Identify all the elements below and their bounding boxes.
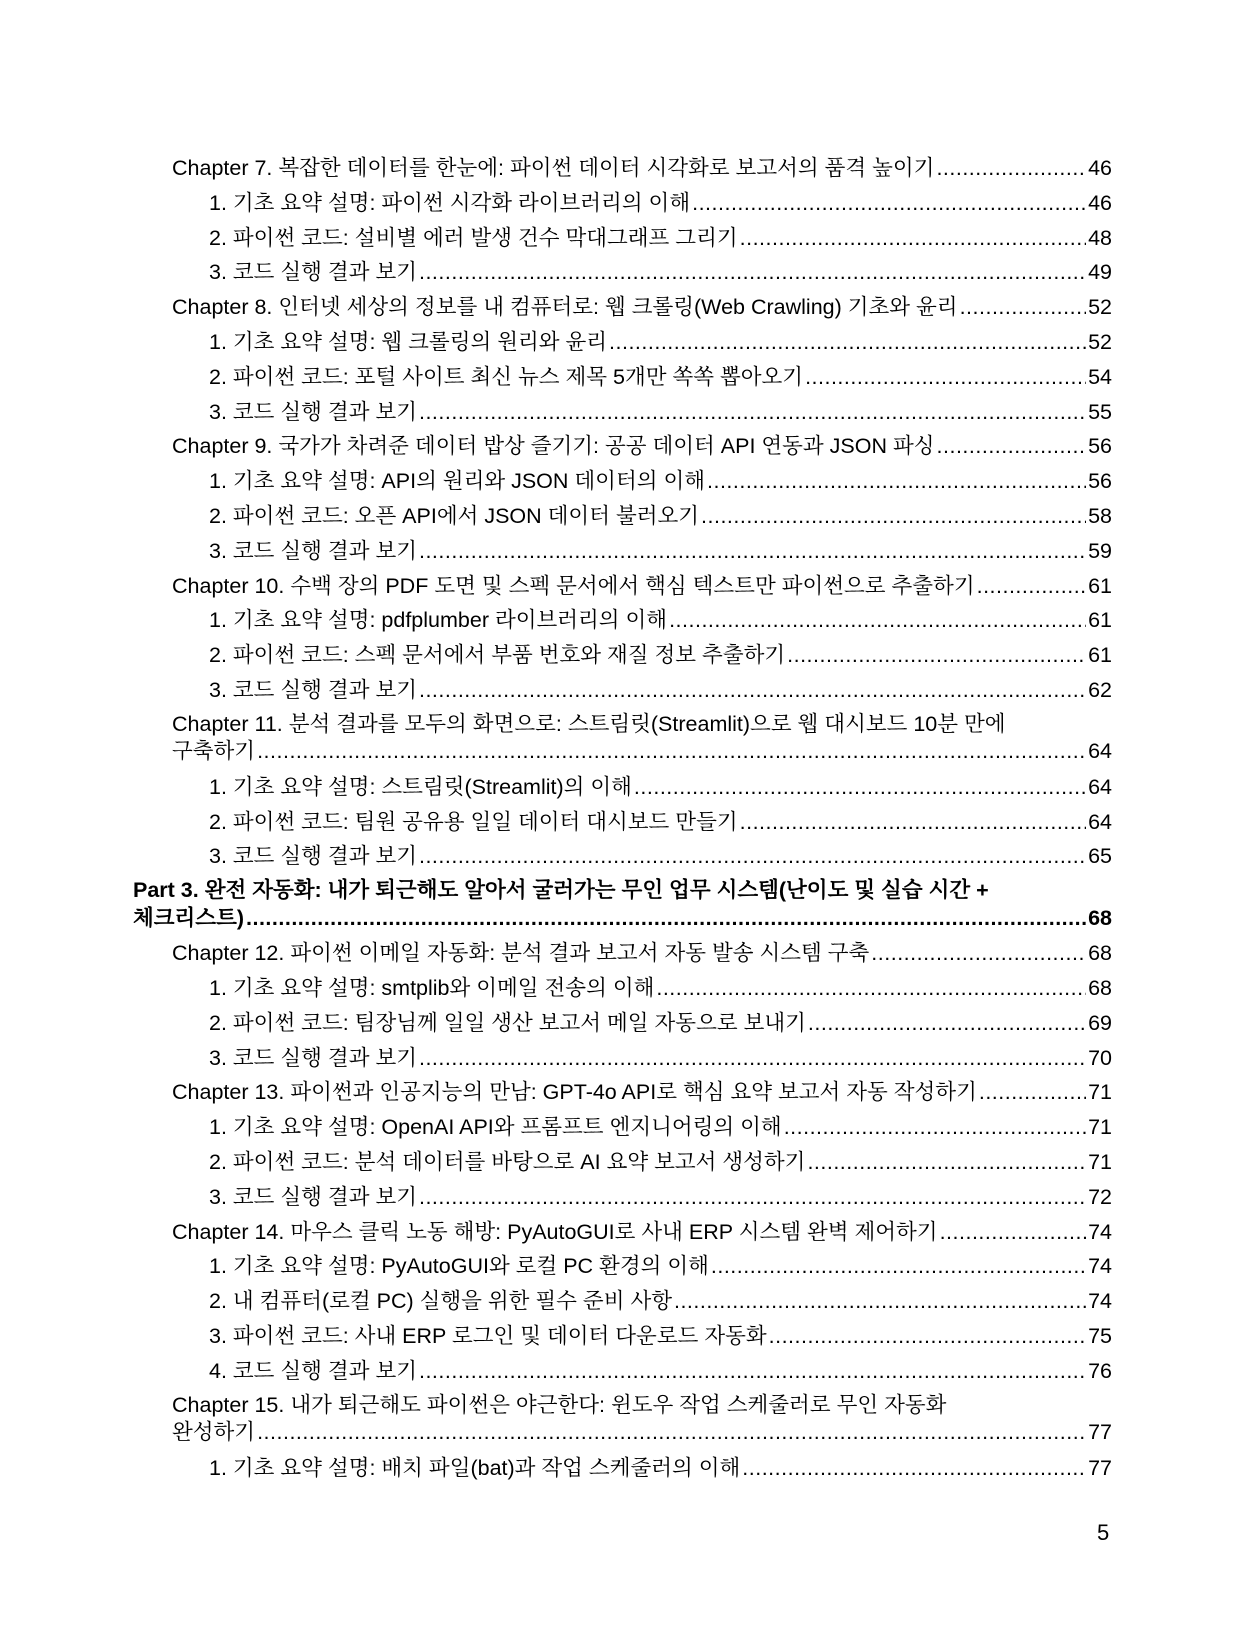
toc-entry-chapter[interactable] — [0, 290, 1238, 325]
toc-entry-title: 1. 기초 요약 설명: 웹 크롤링의 원리와 윤리 — [209, 329, 608, 354]
toc-entry-section[interactable] — [0, 1180, 1238, 1215]
dot-leader — [977, 569, 1086, 604]
toc-entry-title: 2. 파이썬 코드: 포털 사이트 최신 뉴스 제목 5개만 쏙쏙 뽑아오기 — [209, 364, 804, 389]
toc-entry-section[interactable] — [0, 325, 1238, 360]
toc-entry-title: 3. 코드 실행 결과 보기 — [209, 844, 417, 869]
toc-page-number: 61 — [1088, 643, 1112, 668]
toc-entry-section[interactable] — [0, 805, 1238, 840]
toc-entry-chapter[interactable] — [0, 1389, 1238, 1451]
toc-entry-chapter[interactable] — [0, 936, 1238, 971]
toc-page-number: 55 — [1088, 399, 1112, 424]
toc-page-number: 77 — [1088, 1455, 1112, 1480]
toc-entry-section[interactable] — [0, 638, 1238, 673]
toc-entry-section[interactable] — [0, 1041, 1238, 1076]
toc-page-number: 46 — [1088, 156, 1112, 180]
toc-entry-section[interactable] — [0, 1249, 1238, 1284]
toc-entry-section[interactable] — [0, 673, 1238, 708]
toc-entry-title: Chapter 10. 수백 장의 PDF 도면 및 스펙 문서에서 핵심 텍스트만 파이썬으로 추출하기 — [172, 573, 975, 598]
toc-entry-title: Part 3. 완전 자동화: 내가 퇴근해도 알아서 굴러가는 무인 업무 시스템(난이도 및 실습 시간 + — [133, 878, 989, 903]
toc-entry-title: 4. 코드 실행 결과 보기 — [209, 1358, 417, 1383]
toc-entry-chapter[interactable] — [0, 708, 1238, 770]
toc-entry-title: Chapter 11. 분석 결과를 모두의 화면으로: 스트림릿(Streamlit)으로 웹 대시보드 10분 만에 — [172, 711, 1006, 736]
toc-entry-title: 2. 파이썬 코드: 팀원 공유용 일일 데이터 대시보드 만들기 — [209, 809, 738, 834]
dot-leader — [419, 395, 1086, 430]
toc-entry-section[interactable] — [0, 1354, 1238, 1389]
toc-entry-title: Chapter 7. 복잡한 데이터를 한눈에: 파이썬 데이터 시각화로 보고서의 품격 높이기 — [172, 156, 935, 180]
toc-entry-chapter[interactable] — [0, 1075, 1238, 1110]
toc-page-number: 52 — [1088, 329, 1112, 354]
toc-entry-title: 2. 내 컴퓨터(로컬 PC) 실행을 위한 필수 준비 사항 — [209, 1289, 672, 1314]
dot-leader — [419, 534, 1086, 569]
dot-leader — [805, 360, 1086, 395]
dot-leader — [419, 1041, 1086, 1076]
toc-page-number: 76 — [1088, 1358, 1112, 1383]
toc-entry-title: 2. 파이썬 코드: 오픈 API에서 JSON 데이터 불러오기 — [209, 503, 700, 528]
toc-entry-part[interactable] — [0, 874, 1238, 936]
dot-leader — [940, 1215, 1087, 1250]
toc-entry-title: 3. 코드 실행 결과 보기 — [209, 399, 417, 424]
dot-leader — [807, 1145, 1086, 1180]
toc-page-number: 61 — [1088, 573, 1112, 598]
toc-entry-chapter[interactable] — [0, 151, 1238, 186]
toc-entry-section[interactable] — [0, 186, 1238, 221]
toc-page-number: 64 — [1088, 809, 1112, 834]
dot-leader — [871, 936, 1086, 971]
dot-leader — [257, 1419, 1086, 1447]
toc-entry-title-continued: 구축하기 — [172, 739, 256, 764]
toc-page-number: 56 — [1088, 434, 1112, 459]
toc-page-number: 71 — [1088, 1149, 1112, 1174]
dot-leader — [787, 638, 1086, 673]
toc-page-number: 62 — [1088, 677, 1112, 702]
toc-page-number: 71 — [1088, 1080, 1112, 1105]
toc-page-number: 61 — [1088, 608, 1112, 633]
toc-entry-section[interactable] — [0, 221, 1238, 256]
toc-entry-section[interactable] — [0, 1451, 1238, 1486]
toc-entry-chapter[interactable] — [0, 1215, 1238, 1250]
dot-leader — [634, 770, 1086, 805]
dot-leader — [979, 1075, 1086, 1110]
dot-leader — [419, 839, 1086, 874]
toc-entry-title: Chapter 13. 파이썬과 인공지능의 만남: GPT-4o API로 핵심 요약 보고서 자동 작성하기 — [172, 1080, 977, 1105]
toc-entry-title: 2. 파이썬 코드: 분석 데이터를 바탕으로 AI 요약 보고서 생성하기 — [209, 1149, 806, 1174]
toc-page-number: 54 — [1088, 364, 1112, 389]
dot-leader — [769, 1319, 1086, 1354]
toc-entry-title: 3. 파이썬 코드: 사내 ERP 로그인 및 데이터 다운로드 자동화 — [209, 1323, 767, 1348]
toc-entry-section[interactable] — [0, 770, 1238, 805]
dot-leader — [701, 499, 1086, 534]
dot-leader — [742, 1451, 1086, 1486]
toc-entry-section[interactable] — [0, 360, 1238, 395]
toc-page-number: 72 — [1088, 1184, 1112, 1209]
toc-entry-title: 1. 기초 요약 설명: 배치 파일(bat)과 작업 스케줄러의 이해 — [209, 1455, 741, 1480]
toc-entry-title: Chapter 14. 마우스 클릭 노동 해방: PyAutoGUI로 사내 ERP 시스템 완벽 제어하기 — [172, 1219, 938, 1244]
dot-leader — [740, 805, 1086, 840]
toc-page-number: 56 — [1088, 469, 1112, 494]
toc-page-number: 71 — [1088, 1115, 1112, 1140]
toc-entry-title: 1. 기초 요약 설명: API의 원리와 JSON 데이터의 이해 — [209, 469, 705, 494]
toc-entry-section[interactable] — [0, 971, 1238, 1006]
toc-entry-title: 3. 코드 실행 결과 보기 — [209, 1045, 417, 1070]
toc-entry-section[interactable] — [0, 1319, 1238, 1354]
toc-page-number: 49 — [1088, 260, 1112, 285]
dot-leader — [808, 1006, 1086, 1041]
toc-entry-title-continued: 완성하기 — [172, 1420, 256, 1444]
dot-leader — [656, 971, 1086, 1006]
toc-page-number: 74 — [1088, 1254, 1112, 1279]
dot-leader — [419, 255, 1086, 290]
dot-leader — [711, 1249, 1086, 1284]
toc-entry-title: 1. 기초 요약 설명: OpenAI API와 프롬프트 엔지니어링의 이해 — [209, 1115, 782, 1140]
dot-leader — [419, 1354, 1086, 1389]
toc-page-number: 64 — [1088, 774, 1112, 799]
toc-entry-chapter[interactable] — [0, 569, 1238, 604]
toc-entry-section[interactable] — [0, 1145, 1238, 1180]
toc-entry-title: 3. 코드 실행 결과 보기 — [209, 1184, 417, 1209]
dot-leader — [936, 151, 1086, 186]
toc-entry-title: 2. 파이썬 코드: 설비별 에러 발생 건수 막대그래프 그리기 — [209, 225, 738, 250]
toc-page-number: 46 — [1088, 190, 1112, 215]
dot-leader — [419, 673, 1086, 708]
toc-page-number: 74 — [1088, 1219, 1112, 1244]
toc-entry-title: 1. 기초 요약 설명: 스트림릿(Streamlit)의 이해 — [209, 774, 632, 799]
toc-entry-title-continued: 체크리스트) — [133, 905, 245, 930]
toc-entry-title: 3. 코드 실행 결과 보기 — [209, 538, 417, 563]
dot-leader — [257, 738, 1086, 766]
toc-page-number: 74 — [1088, 1289, 1112, 1314]
toc-page-number: 59 — [1088, 538, 1112, 563]
toc-entry-title: 2. 파이썬 코드: 팀장님께 일일 생산 보고서 메일 자동으로 보내기 — [209, 1010, 806, 1035]
table-of-contents — [0, 151, 1238, 1485]
toc-page-number: 75 — [1088, 1323, 1112, 1348]
toc-page-number: 77 — [1088, 1420, 1112, 1444]
dot-leader — [246, 905, 1086, 933]
toc-entry-section[interactable] — [0, 1110, 1238, 1145]
toc-page-number: 48 — [1088, 225, 1112, 250]
dot-leader — [609, 325, 1086, 360]
page-number: 5 — [1097, 1520, 1110, 1545]
toc-page-number: 58 — [1088, 503, 1112, 528]
toc-entry-title: 1. 기초 요약 설명: pdfplumber 라이브러리의 이해 — [209, 608, 668, 633]
toc-entry-section[interactable] — [0, 464, 1238, 499]
toc-entry-title: 2. 파이썬 코드: 스펙 문서에서 부품 번호와 재질 정보 추출하기 — [209, 643, 786, 668]
dot-leader — [692, 186, 1086, 221]
dot-leader — [740, 221, 1086, 256]
toc-entry-section[interactable] — [0, 499, 1238, 534]
dot-leader — [674, 1284, 1086, 1319]
toc-entry-section[interactable] — [0, 1006, 1238, 1041]
toc-page-number: 64 — [1088, 739, 1112, 764]
dot-leader — [960, 290, 1087, 325]
toc-page-number: 70 — [1088, 1045, 1112, 1070]
toc-entry-title: Chapter 9. 국가가 차려준 데이터 밥상 즐기기: 공공 데이터 API 연동과 JSON 파싱 — [172, 434, 935, 459]
toc-entry-title: 3. 코드 실행 결과 보기 — [209, 260, 417, 285]
toc-entry-title: Chapter 15. 내가 퇴근해도 파이썬은 야근한다: 윈도우 작업 스케줄러로 무인 자동화 — [172, 1392, 947, 1417]
toc-entry-section[interactable] — [0, 395, 1238, 430]
toc-entry-section[interactable] — [0, 839, 1238, 874]
toc-entry-section[interactable] — [0, 1284, 1238, 1319]
toc-entry-chapter[interactable] — [0, 429, 1238, 464]
toc-entry-title: 3. 코드 실행 결과 보기 — [209, 677, 417, 702]
toc-entry-section[interactable] — [0, 534, 1238, 569]
toc-page-number: 65 — [1088, 844, 1112, 869]
toc-page-number: 69 — [1088, 1010, 1112, 1035]
toc-page-number: 68 — [1088, 905, 1112, 930]
toc-entry-title: 1. 기초 요약 설명: PyAutoGUI와 로컬 PC 환경의 이해 — [209, 1254, 709, 1279]
toc-entry-title: 1. 기초 요약 설명: smtplib와 이메일 전송의 이해 — [209, 975, 655, 1000]
toc-page-number: 68 — [1088, 975, 1112, 1000]
dot-leader — [707, 464, 1086, 499]
toc-entry-title: Chapter 8. 인터넷 세상의 정보를 내 컴퓨터로: 웹 크롤링(Web Crawling) 기초와 윤리 — [172, 295, 958, 320]
toc-entry-section[interactable] — [0, 603, 1238, 638]
dot-leader — [669, 603, 1086, 638]
toc-page-number: 68 — [1088, 941, 1112, 966]
toc-entry-section[interactable] — [0, 255, 1238, 290]
toc-page-number: 52 — [1088, 295, 1112, 320]
toc-entry-title: 1. 기초 요약 설명: 파이썬 시각화 라이브러리의 이해 — [209, 190, 691, 215]
toc-entry-title: Chapter 12. 파이썬 이메일 자동화: 분석 결과 보고서 자동 발송 시스템 구축 — [172, 941, 870, 966]
dot-leader — [937, 429, 1087, 464]
dot-leader — [419, 1180, 1086, 1215]
dot-leader — [784, 1110, 1086, 1145]
